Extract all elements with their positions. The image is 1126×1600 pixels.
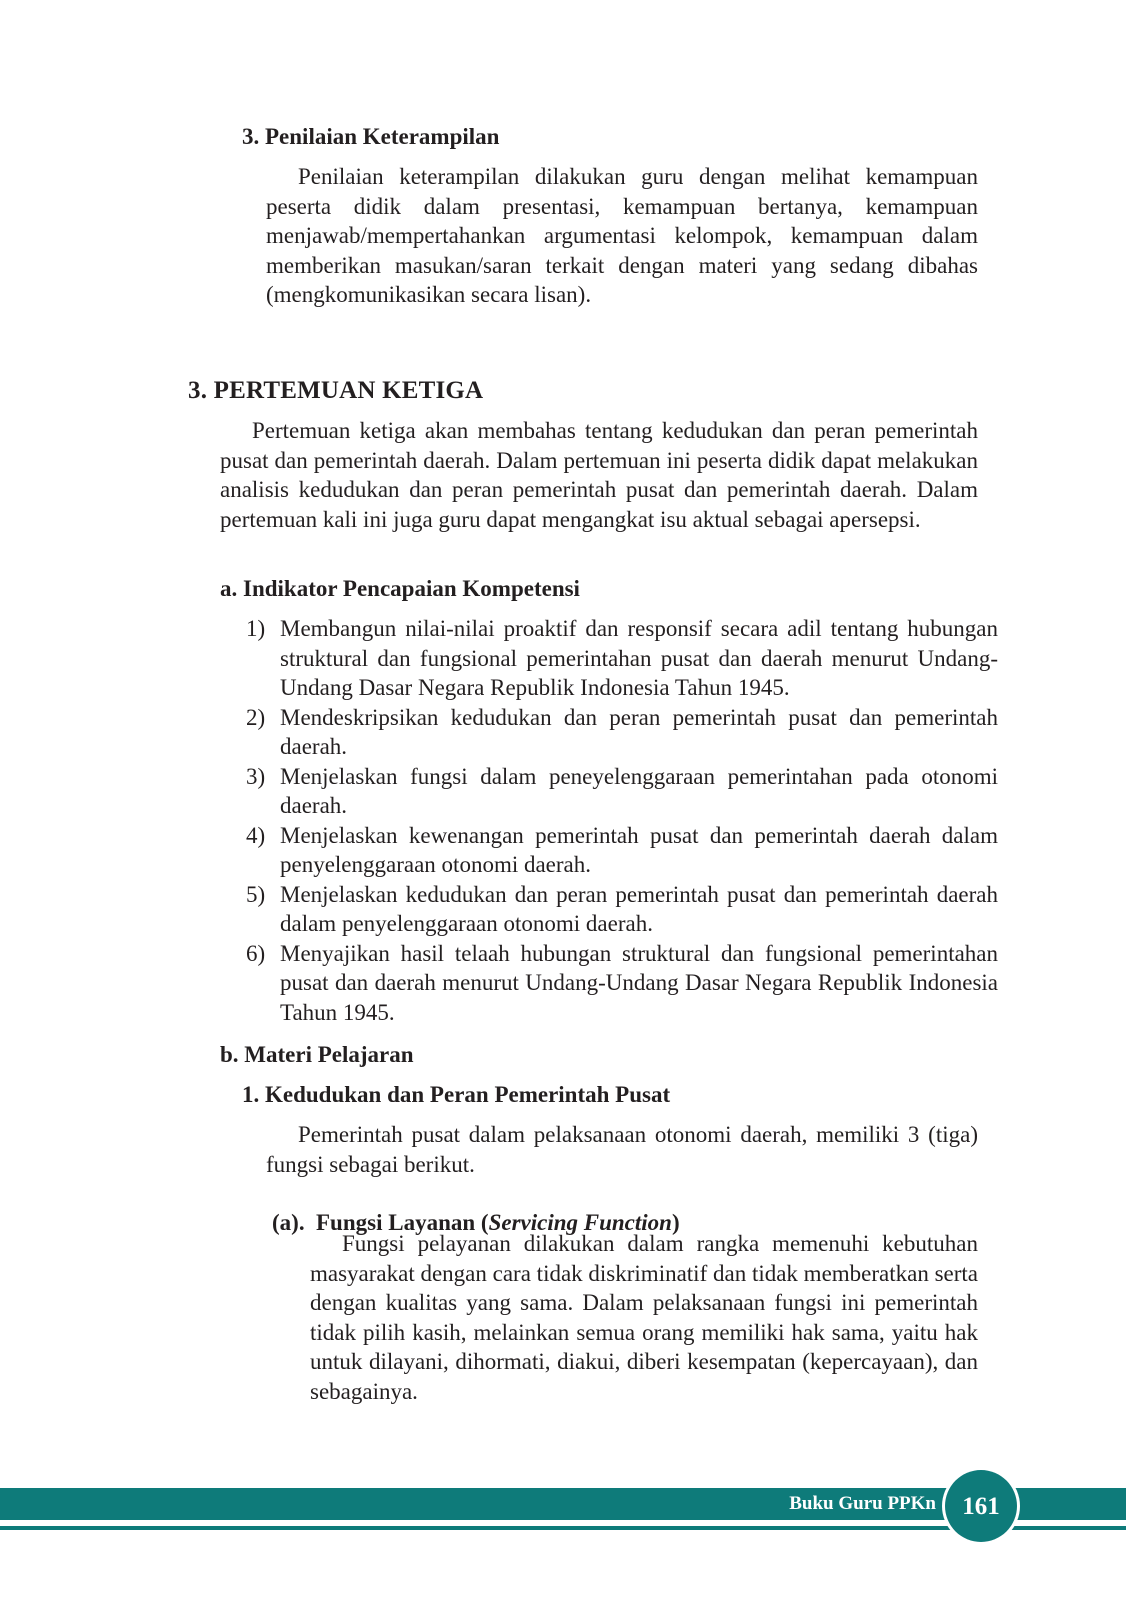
footer-book-title: Buku Guru PPKn	[789, 1493, 936, 1514]
materials-subheading: 1. Kedudukan dan Peran Pemerintah Pusat	[242, 1082, 671, 1107]
function-a-paragraph: Fungsi pelayanan dilakukan dalam rangka memenuhi kebutuhan masyarakat dengan cara tidak diskriminatif dan tidak memberatkan serta dengan kualitas yang sama. Dalam pelaksanaan fungsi ini pemerintah tidak pilih kasih, melainkan semua orang memiliki hak sama, yaitu hak untuk dilayani, dihormati, diakui, diberi kesempatan (kepercayaan), dan sebagainya.	[310, 1231, 979, 1404]
function-a-title-end: )	[671, 1210, 680, 1235]
function-a-title-italic: Servicing Function	[488, 1210, 672, 1235]
list-item-text: Membangun nilai-nilai proaktif dan responsif secara adil tentang hubungan struktural dan fungsional pemerintahan pusat dan daerah menurut Undang-Undang Dasar Negara Republik Indonesia Tahun 1945.	[280, 616, 998, 700]
skill-assessment-paragraph: Penilaian keterampilan dilakukan guru dengan melihat kemampuan peserta didik dalam presentasi, kemampuan bertanya, kemampuan menjawab/mempertahankan argumentasi kelompok, kemampuan dalam memberikan masukan/saran terkait dengan materi yang sedang dibahas (mengkomunikasikan secara lisan).	[266, 164, 978, 307]
list-item-number: 1)	[246, 616, 266, 641]
list-item-number: 5)	[246, 881, 266, 907]
list-item	[246, 703, 998, 762]
list-item-text: Menyajikan hasil telaah hubungan struktural dan fungsional pemerintahan pusat dan daerah menurut Undang-Undang Dasar Negara Republik Indonesia Tahun 1945.	[280, 940, 998, 1025]
function-a-title: Fungsi Layanan (	[316, 1210, 489, 1235]
list-item-text: Menjelaskan kewenangan pemerintah pusat dan pemerintah daerah dalam penyelenggaraan otonomi daerah.	[280, 822, 998, 877]
meeting-intro-paragraph: Pertemuan ketiga akan membahas tentang kedudukan dan peran pemerintah pusat dan pemerintah daerah. Dalam pertemuan ini peserta didik dapat melakukan analisis kedudukan dan peran pemerintah pusat dan pemerintah daerah. Dalam pertemuan kali ini juga guru dapat mengangkat isu aktual sebagai apersepsi.	[220, 418, 978, 532]
list-item	[246, 614, 998, 703]
materials-heading: b. Materi Pelajaran	[220, 1042, 414, 1067]
page-number-badge	[945, 1470, 1017, 1542]
list-item-number: 6)	[246, 940, 266, 966]
meeting-heading: 3. PERTEMUAN KETIGA	[188, 377, 484, 404]
list-item	[246, 939, 998, 1028]
list-item-text: Menjelaskan fungsi dalam peneyelenggaraan pemerintahan pada otonomi daerah.	[280, 763, 998, 818]
indicators-heading: a. Indikator Pencapaian Kompetensi	[220, 576, 580, 601]
list-item-text: Menjelaskan kedudukan dan peran pemerintah pusat dan pemerintah daerah dalam penyelenggaraan otonomi daerah.	[280, 881, 998, 936]
list-item-number: 4)	[246, 822, 266, 848]
list-item-number: 3)	[246, 763, 266, 789]
list-item-text: Mendeskripsikan kedudukan dan peran pemerintah pusat dan pemerintah daerah.	[280, 704, 998, 759]
list-item	[246, 821, 998, 880]
list-item	[246, 880, 998, 939]
page-number: 161	[962, 1492, 1000, 1520]
section-heading-skill-assessment: 3. Penilaian Keterampilan	[242, 124, 500, 149]
materials-intro-paragraph: Pemerintah pusat dalam pelaksanaan otonomi daerah, memiliki 3 (tiga) fungsi sebagai berikut.	[266, 1122, 978, 1177]
list-item-number: 2)	[246, 704, 266, 730]
indicator-list	[246, 614, 998, 1027]
function-a-label: (a).	[272, 1210, 305, 1235]
list-item	[246, 762, 998, 821]
